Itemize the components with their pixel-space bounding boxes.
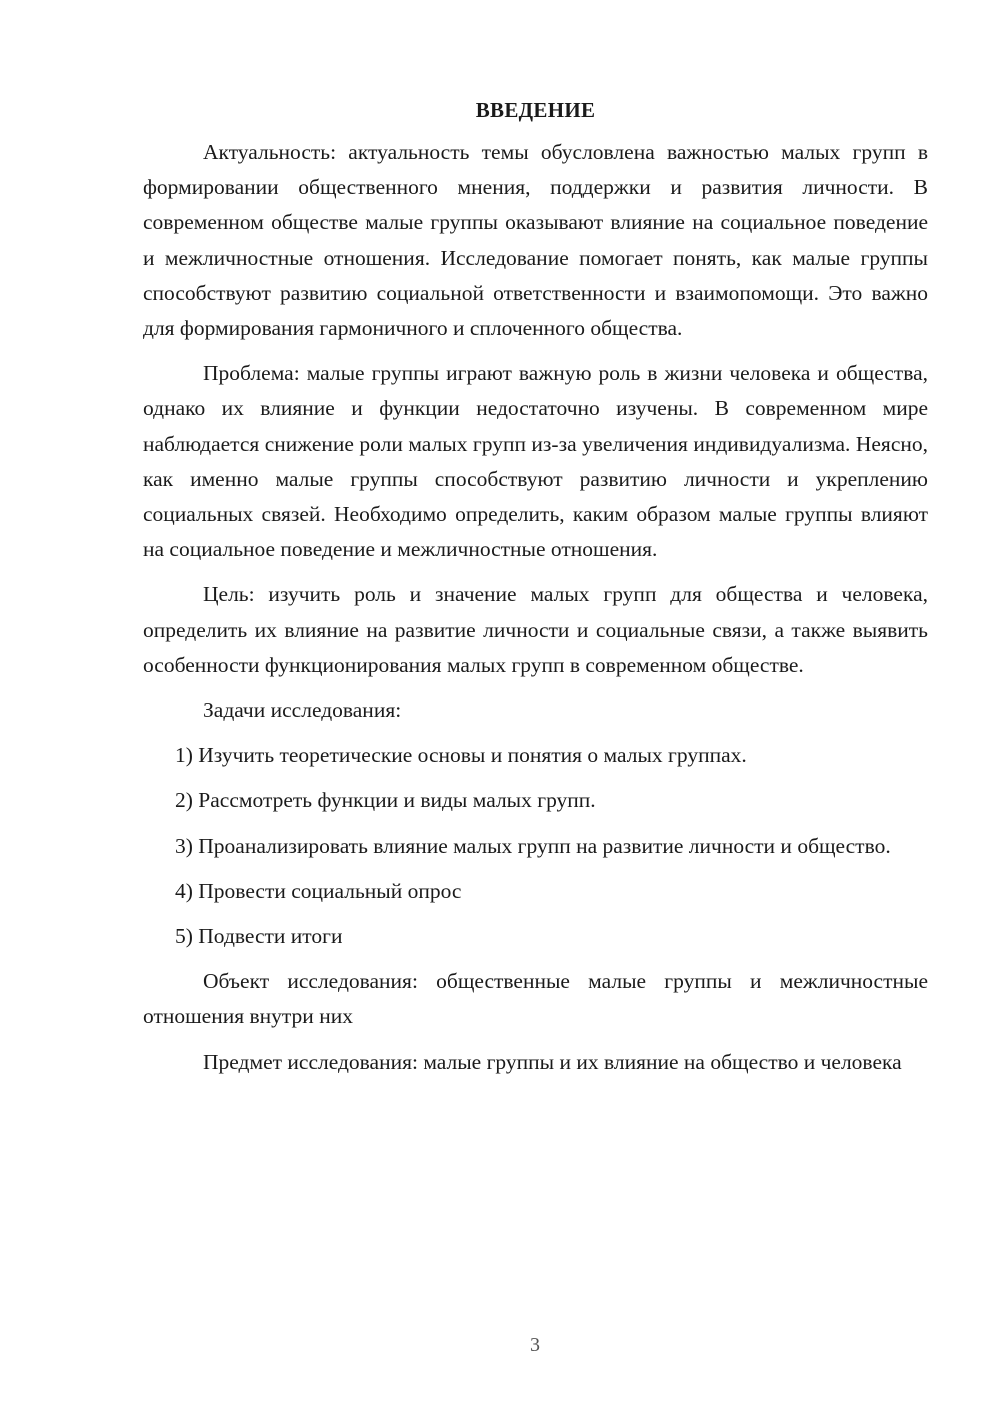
task-item: 1) Изучить теоретические основы и понятия о малых группах. <box>175 743 747 768</box>
page-title: ВВЕДЕНИЕ <box>475 98 596 122</box>
goal-paragraph: Цель: изучить роль и значение малых групп для общества и человека, определить их влияние на развитие личности и социальные связи, а также выявить особенности функционирования малых групп в современном обществе. <box>143 582 928 677</box>
tasks-label: Задачи исследования: <box>203 698 402 723</box>
problem-paragraph: Проблема: малые группы играют важную роль в жизни человека и общества, однако их влияние и функции недостаточно изучены. В современном мире наблюдается снижение роли малых групп из-за увеличения индивидуализма. Неясно, как именно малые группы способствуют развитию личности и укреплению социальных связей. Необходимо определить, каким образом малые группы влияют на социальное поведение и межличностные отношения. <box>143 361 928 562</box>
task-item: 3) Проанализировать влияние малых групп на развитие личности и общество. <box>175 833 891 858</box>
subject-paragraph: Предмет исследования: малые группы и их влияние на общество и человека <box>203 1049 902 1074</box>
task-item: 5) Подвести итоги <box>175 924 343 949</box>
task-item: 2) Рассмотреть функции и виды малых групп. <box>175 788 596 813</box>
tasks-list <box>143 738 928 954</box>
object-paragraph: Объект исследования: общественные малые группы и межличностные отношения внутри них <box>143 969 928 1029</box>
page-content <box>143 95 928 1090</box>
page-number: 3 <box>530 1334 540 1356</box>
relevance-paragraph: Актуальность: актуальность темы обусловлена важностью малых групп в формировании общественного мнения, поддержки и развития личности. В современном обществе малые группы оказывают влияние на социальное поведение и межличностные отношения. Исследование помогает понять, как малые группы способствуют развитию социальной ответственности и взаимопомощи. Это важно для формирования гармоничного и сплоченного общества. <box>143 140 928 341</box>
task-item: 4) Провести социальный опрос <box>175 878 462 903</box>
